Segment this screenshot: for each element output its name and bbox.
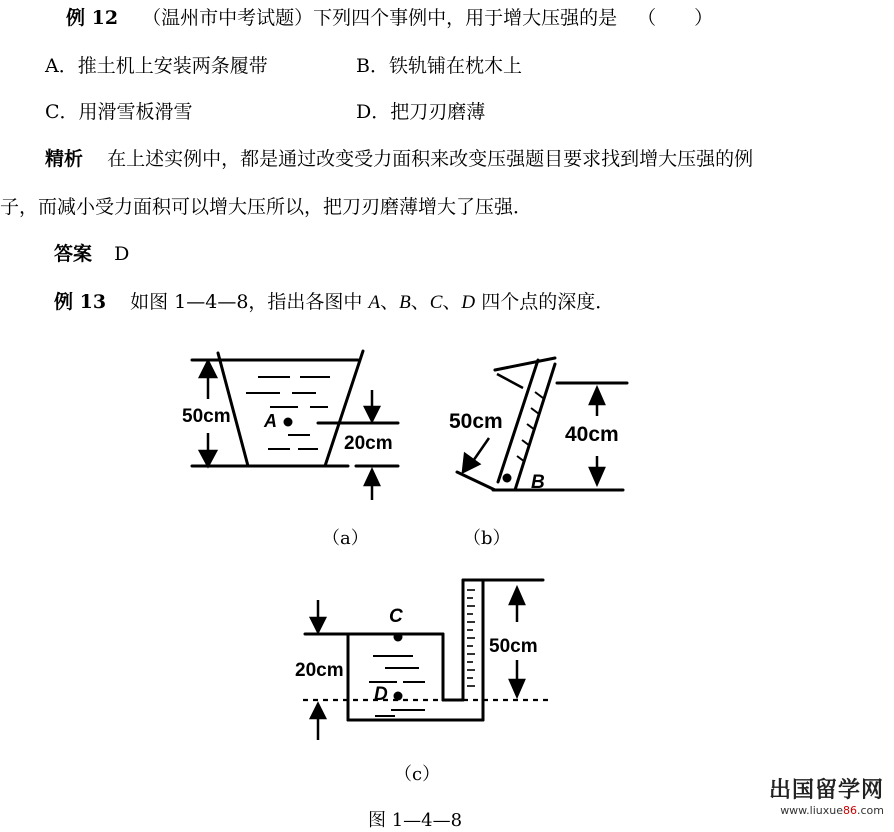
figure-c [285, 572, 560, 747]
figure-c-caption: （c） [394, 764, 441, 785]
ex13-point-d: D [461, 292, 476, 313]
fig-b-height-label: 40cm [565, 423, 619, 446]
ex12-option-a: A．推土机上安装两条履带 [45, 55, 268, 77]
ex12-stem-line [66, 6, 713, 30]
figure-b-caption: （b） [463, 528, 511, 549]
figure-title: 图 1—4—8 [368, 810, 463, 831]
point-c-dot [394, 633, 403, 642]
ex13-label: 例 13 [54, 291, 107, 313]
point-b-dot [503, 474, 512, 483]
fig-b-slant-label: 50cm [449, 410, 503, 433]
fig-a-point-label: A [264, 411, 277, 431]
watermark-url: www.liuxue86.com [780, 804, 884, 817]
figure-a-caption: （a） [322, 528, 369, 549]
ex12-option-c: C．用滑雪板滑雪 [45, 101, 193, 123]
ex12-analysis-line2: 子，而减小受力面积可以增大压所以，把刀刃磨薄增大了压强． [0, 196, 533, 218]
watermark [769, 773, 884, 817]
fig-c-point-d-label: D [374, 684, 388, 705]
ex12-answer-line [54, 242, 129, 266]
ex12-analysis-line1 [45, 147, 753, 171]
ex13-text-pre: 如图 1—4—8，指出各图中 [130, 291, 363, 313]
ex12-paren: （ ） [637, 7, 714, 29]
fig-a-dim-label: 20cm [344, 433, 393, 454]
ex13-sep: 、 [410, 291, 430, 313]
fig-c-right-label: 50cm [489, 636, 538, 657]
point-d-dot [394, 692, 403, 701]
fig-a-depth-label: 50cm [182, 406, 231, 427]
point-a-dot [284, 418, 293, 427]
ex13-sep: 、 [442, 291, 462, 313]
figure-a [180, 345, 405, 505]
ex13-point-a: A [368, 292, 381, 313]
analysis-label: 精析 [45, 148, 84, 170]
fig-b-point-label: B [531, 472, 545, 493]
answer-value: D [114, 243, 130, 265]
watermark-site: 出国留学网 [768, 778, 884, 803]
ex12-option-b: B．铁轨铺在枕木上 [356, 55, 522, 77]
ex12-stem: （温州市中考试题）下列四个事例中，用于增大压强的是 [142, 7, 618, 29]
answer-label: 答案 [54, 243, 93, 265]
ex12-label: 例 12 [66, 7, 119, 29]
fig-c-left-label: 20cm [295, 660, 344, 681]
analysis-text-1: 在上述实例中，都是通过改变受力面积来改变压强题目要求找到增大压强的例 [107, 148, 754, 170]
ex13-point-b: B [399, 292, 411, 313]
ex12-option-d: D．把刀刃磨薄 [356, 101, 486, 123]
figure-b [445, 350, 635, 500]
fig-c-point-c-label: C [389, 606, 403, 627]
ex13-line [54, 290, 614, 315]
ex13-sep: 、 [380, 291, 400, 313]
ex13-text-post: 四个点的深度． [481, 291, 615, 313]
ex13-point-c: C [429, 292, 443, 313]
